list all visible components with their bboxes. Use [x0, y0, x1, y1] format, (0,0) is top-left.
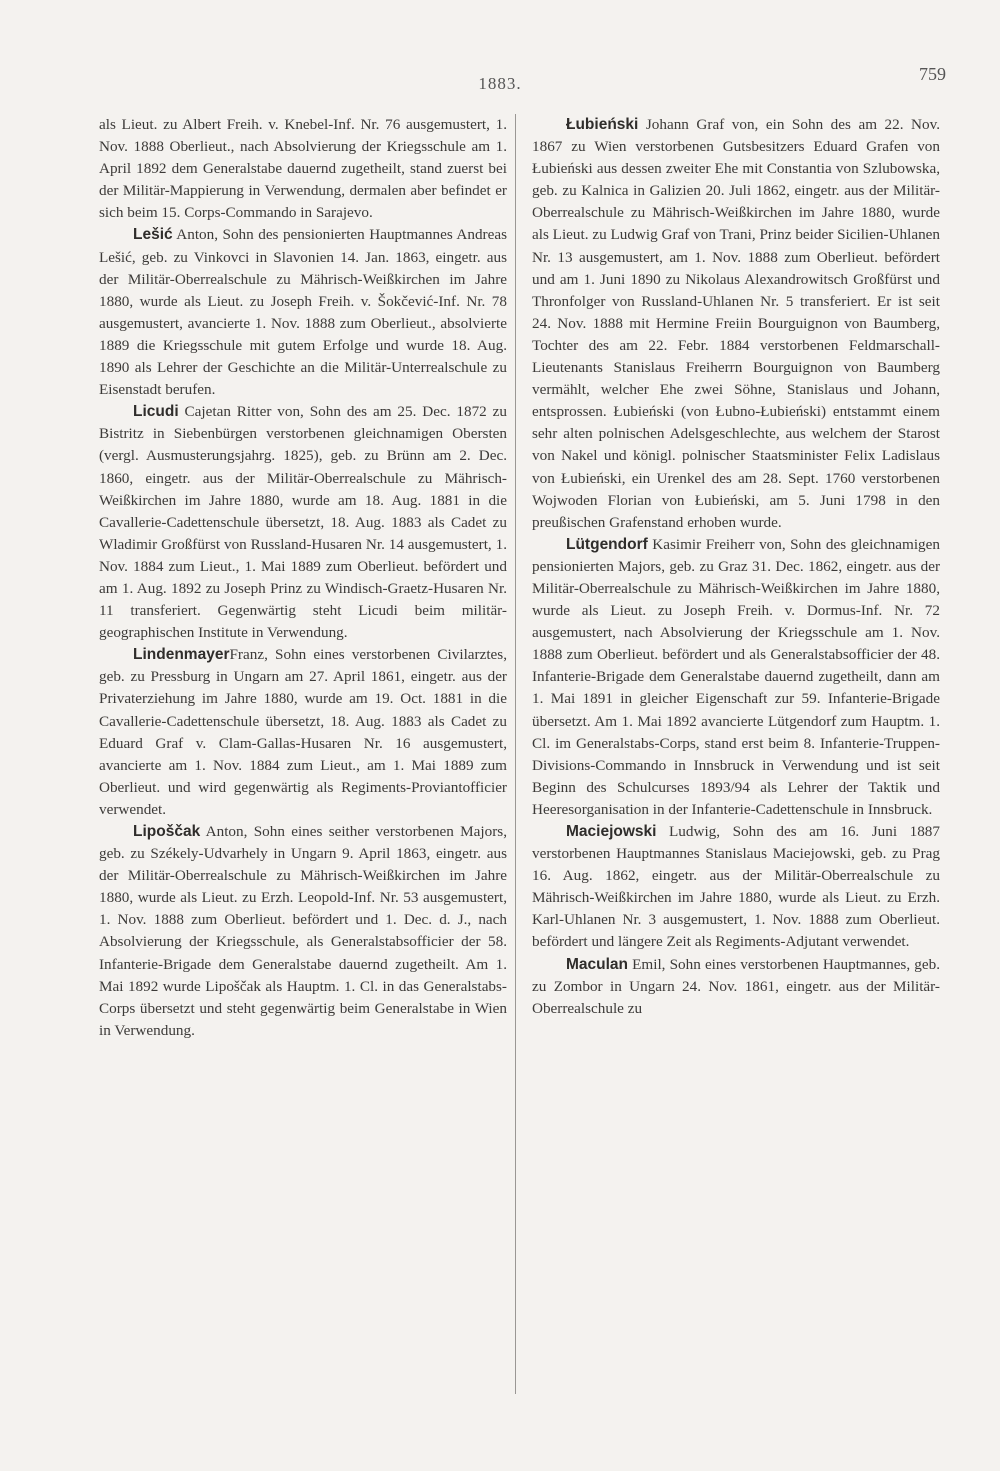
- entry-text: Emil, Sohn eines verstorbenen Hauptmannes, geb. zu Zombor in Ungarn 24. Nov. 1861, eingetr. aus der Militär-Oberrealschule zu: [532, 955, 940, 1017]
- entry-maculan: [532, 954, 940, 1020]
- entry-name: Maculan: [566, 955, 629, 973]
- entry-maciejowski: [532, 821, 940, 954]
- page-number: 759: [919, 64, 946, 84]
- column-divider: [515, 114, 516, 1394]
- entry-lutgendorf: [532, 534, 940, 821]
- entry-text: Cajetan Ritter von, Sohn des am 25. Dec. 1872 zu Bistritz in Siebenbürgen verstorbenen gleichnamigen Obersten (vergl. Ausmusterungsjahrg. 1825), geb. zu Brünn am 2. Dec. 1860, eingetr. aus der Militär-Oberrealschule zu Mährisch-Weißkirchen im Jahre 1880, wurde am 18. Aug. 1881 in die Cavallerie-Cadettenschule übersetzt, 18. Aug. 1883 als Cadet zu Wladimir Großfürst von Russland-Husaren Nr. 14 ausgemustert, 1. Nov. 1884 zum Lieut., 1. Mai 1889 zum Oberlieut. befördert und am 1. Aug. 1892 zu Joseph Prinz zu Windisch-Graetz-Husaren Nr. 11 transferiert. Gegenwärtig steht Licudi beim militär-geographischen Institute in Verwendung.: [99, 403, 507, 642]
- right-column: [532, 114, 940, 1020]
- entry-text: Ludwig, Sohn des am 16. Juni 1887 verstorbenen Hauptmannes Stanislaus Maciejowski, geb. zu Prag 16. Aug. 1862, eingetr. aus der Militär-Oberrealschule zu Mährisch-Weißkirchen im Jahre 1880, wurde als Lieut. zu Erzh. Karl-Uhlanen Nr. 3 ausgemustert, 1. Nov. 1888 zum Oberlieut. befördert und längere Zeit als Regiments-Adjutant verwendet.: [532, 823, 940, 951]
- entry-name: Lipoščak: [133, 823, 201, 840]
- entry-text: Anton, Sohn eines seither verstorbenen Majors, geb. zu Székely-Udvarhely in Ungarn 9. April 1863, eingetr. aus der Militär-Oberrealschule zu Mährisch-Weißkirchen im Jahre 1880, wurde als Lieut. zu Erzh. Leopold-Inf. Nr. 53 ausgemustert, 1. Nov. 1888 zum Oberlieut. befördert und 1. Dec. d. J., nach Absolvierung der Kriegsschule, als Generalstabsofficier der 58. Infanterie-Brigade dem Generalstabe dauernd zugetheilt. Am 1. Mai 1892 wurde Lipoščak als Hauptm. 1. Cl. in das Generalstabs-Corps übersetzt und steht gegenwärtig beim Generalstabe in Wien in Verwendung.: [99, 823, 507, 1039]
- running-year: 1883.: [478, 74, 522, 93]
- entry-name: Lindenmayer: [133, 646, 230, 664]
- entry-text: Kasimir Freiherr von, Sohn des gleichnamigen pensionierten Majors, geb. zu Graz 31. Dec. 1862, eingetr. aus der Militär-Oberrealschule zu Mährisch-Weißkirchen im Jahre 1880, wurde als Lieut. zu Joseph Freih. v. Dormus-Inf. Nr. 72 ausgemustert, nach Absolvierung der Kriegsschule am 1. Nov. 1888 zum Oberlieut. befördert und als Generalstabsofficier der 48. Infanterie-Brigade dem Generalstabe dauernd zugetheilt, dann am 1. Mai 1891 in gleicher Eigenschaft zur 59. Infanterie-Brigade übersetzt. Am 1. Mai 1892 avancierte Lütgendorf zum Hauptm. 1. Cl. im Generalstabs-Corps, stand erst beim 8. Infanterie-Truppen-Divisions-Commando in Innsbruck in Verwendung und ist seit Beginn des Schulcurses 1893/94 als Lehrer der Taktik und Heeresorganisation in der Infanterie-Cadettenschule in Innsbruck.: [532, 535, 940, 818]
- entry-continuation: [99, 114, 507, 224]
- entry-licudi: [99, 401, 507, 644]
- entry-text: Franz, Sohn eines verstorbenen Civilarztes, geb. zu Pressburg in Ungarn am 27. April 1861, eingetr. aus der Privaterziehung im Jahre 1880, wurde am 19. Oct. 1881 in die Cavallerie-Cadettenschule übersetzt, 18. Aug. 1883 als Cadet zu Eduard Graf v. Clam-Gallas-Husaren Nr. 16 ausgemustert, avancierte am 1. Nov. 1884 zum Lieut., am 1. Mai 1889 zum Oberlieut. und wird gegenwärtig als Regiments-Proviantofficier verwendet.: [99, 646, 507, 818]
- entry-lubienski: [532, 114, 940, 534]
- entry-text: Anton, Sohn des pensionierten Hauptmannes Andreas Lešić, geb. zu Vinkovci in Slavonien 14. Jan. 1863, eingetr. aus der Militär-Oberrealschule zu Mährisch-Weißkirchen im Jahre 1880, wurde als Lieut. zu Joseph Freih. v. Šokčević-Inf. Nr. 78 ausgemustert, avancierte 1. Nov. 1888 zum Oberlieut., absolvierte 1889 die Kriegsschule mit gutem Erfolge und wurde 18. Aug. 1890 als Lehrer der Geschichte an die Militär-Unterrealschule zu Eisenstadt berufen.: [99, 226, 507, 399]
- entry-lindenmayer: [99, 644, 507, 821]
- left-column: [99, 114, 507, 1042]
- entry-name: Łubieński: [566, 116, 639, 133]
- entry-text: Johann Graf von, ein Sohn des am 22. Nov. 1867 zu Wien verstorbenen Gutsbesitzers Eduard Grafen von Łubieński aus dessen zweiter Ehe mit Constantia von Szlubowska, geb. zu Kalnica in Galizien 20. Juli 1862, eingetr. aus der Militär-Oberrealschule zu Mährisch-Weißkirchen im Jahre 1880, wurde als Lieut. zu Ludwig Graf von Trani, Prinz beider Sicilien-Uhlanen Nr. 13 ausgemustert, am 1. Nov. 1888 zum Oberlieut. befördert und am 1. Juni 1890 zu Nikolaus Alexandrowitsch Großfürst und Thronfolger von Russland-Uhlanen Nr. 5 transferiert. Er ist seit 24. Nov. 1888 mit Hermine Freiin Bourguignon von Baumberg, Tochter des am 22. Febr. 1884 verstorbenen Feldmarschall-Lieutenants Stanislaus Freiherrn Bourguignon von Baumberg vermählt, welcher Ehe zwei Söhne, Stanislaus und Johann, entsprossen. Łubieński (von Łubno-Łubieński) entstammt einem sehr alten polnischen Adelsgeschlechte, aus welchem der Starost von Nakel und königl. polnischer Staatsminister Felix Ladislaus von Łubieński, ein Urenkel des am 28. Sept. 1760 verstorbenen Wojwoden Florian von Łubieński, am 5. Juni 1798 in den preußischen Grafenstand erhoben wurde.: [532, 116, 940, 531]
- entry-name: Lešić: [133, 226, 173, 244]
- entry-name: Licudi: [133, 403, 179, 421]
- entry-name: Maciejowski: [566, 823, 657, 840]
- entry-name: Lütgendorf: [566, 535, 648, 553]
- entry-liposcak: [99, 821, 507, 1042]
- entry-lesic: [99, 224, 507, 401]
- entry-text: als Lieut. zu Albert Freih. v. Knebel-Inf. Nr. 76 ausgemustert, 1. Nov. 1888 Oberlieut., nach Absolvierung der Kriegsschule am 1. April 1892 dem Generalstabe dauernd zugetheilt, stand zuerst bei der Militär-Mappierung in Verwendung, dermalen aber befindet er sich beim 15. Corps-Commando in Sarajevo.: [99, 116, 507, 222]
